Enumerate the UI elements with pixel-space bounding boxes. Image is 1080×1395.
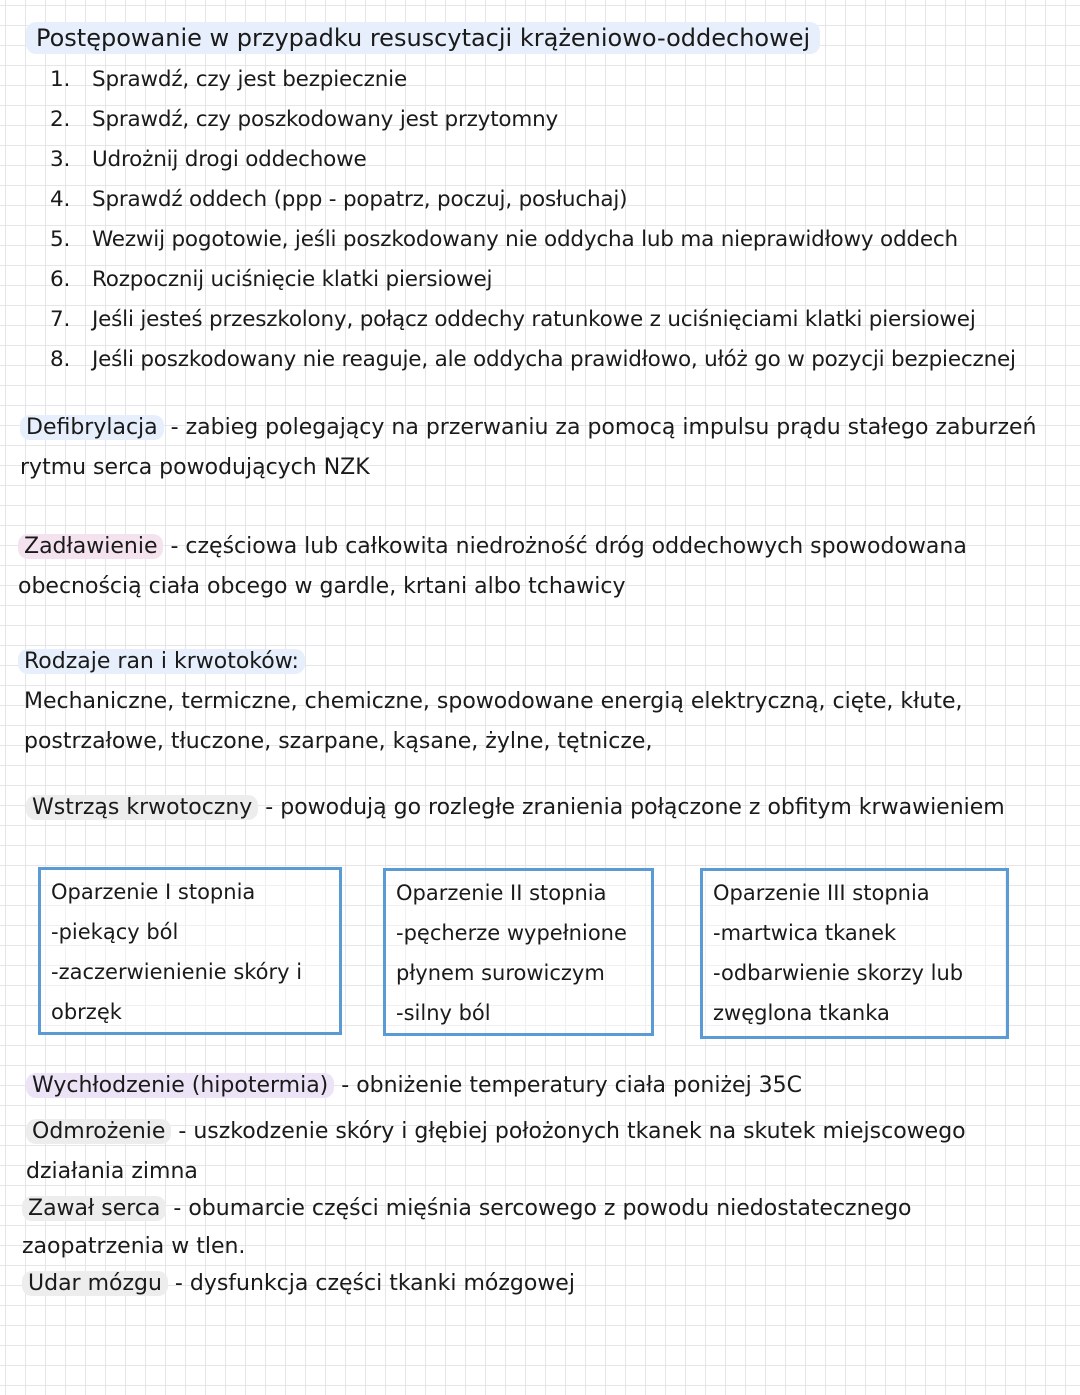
definition-text: - powodują go rozległe zranienia połączone z obfitym krwawieniem: [258, 795, 1005, 820]
burn-line: -martwica tkanek: [713, 921, 897, 945]
definition-rany: [18, 642, 1018, 762]
burn-box-3: [700, 868, 1009, 1039]
burn-line: zwęglona tkanka: [713, 1001, 890, 1025]
list-item: 5. Wezwij pogotowie, jeśli poszkodowany nie oddycha lub ma nieprawidłowy oddech: [50, 227, 958, 252]
term-zadlawienie: Zadławienie: [18, 534, 163, 559]
term-wstrzas: Wstrząs krwotoczny: [26, 795, 258, 820]
definition-text: - uszkodzenie skóry i głębiej położonych tkanek na skutek miejscowego działania zimna: [26, 1119, 966, 1184]
burn-line: -odbarwienie skorzy lub: [713, 961, 964, 985]
definition-wstrzas: [26, 788, 1071, 828]
list-item: 1. Sprawdź, czy jest bezpiecznie: [50, 67, 407, 92]
definition-text: - obniżenie temperatury ciała poniżej 35C: [334, 1073, 803, 1098]
burn-line: -piekący ból: [51, 920, 179, 944]
list-item: 2. Sprawdź, czy poszkodowany jest przytomny: [50, 107, 559, 132]
burn-line: płynem surowiczym: [396, 961, 605, 985]
definition-text: Mechaniczne, termiczne, chemiczne, spowodowane energią elektryczną, cięte, kłute, postrzałowe, tłuczone, szarpane, kąsane, żylne, tętnicze,: [24, 689, 963, 754]
burn-title: Oparzenie I stopnia: [51, 880, 256, 904]
burn-box-1: [38, 867, 342, 1035]
definition-text: - częściowa lub całkowita niedrożność dróg oddechowych spowodowana obecnością ciała obcego w gardle, krtani albo tchawicy: [18, 534, 967, 599]
term-zawal: Zawał serca: [22, 1196, 166, 1221]
burn-box-2: [383, 868, 654, 1036]
definition-defibrylacja: [20, 408, 1065, 488]
definition-text: - zabieg polegający na przerwaniu za pomocą impulsu prądu stałego zaburzeń rytmu serca powodujących NZK: [20, 415, 1037, 480]
list-item: 6. Rozpocznij uciśnięcie klatki piersiowej: [50, 267, 493, 292]
burn-line: -silny ból: [396, 1001, 491, 1025]
list-item: 8. Jeśli poszkodowany nie reaguje, ale oddycha prawidłowo, ułóż go w pozycji bezpiecznej: [50, 347, 1016, 372]
cpr-steps-list: [50, 60, 1016, 380]
term-defibrylacja: Defibrylacja: [20, 415, 164, 440]
burn-title: Oparzenie III stopnia: [713, 881, 930, 905]
definition-zadlawienie: [18, 527, 1008, 607]
term-odmrozenie: Odmrożenie: [26, 1119, 171, 1144]
definition-zawal: [22, 1190, 922, 1266]
page-title: Postępowanie w przypadku resuscytacji krążeniowo-oddechowej: [26, 22, 820, 54]
definition-text: - obumarcie części mięśnia sercowego z powodu niedostatecznego zaopatrzenia w tlen.: [22, 1196, 912, 1259]
definition-udar: [22, 1264, 1067, 1304]
burn-title: Oparzenie II stopnia: [396, 881, 607, 905]
list-item: 3. Udrożnij drogi oddechowe: [50, 147, 367, 172]
definition-odmrozenie: [26, 1112, 1016, 1192]
list-item: 4. Sprawdź oddech (ppp - popatrz, poczuj, posłuchaj): [50, 187, 628, 212]
term-wychlodzenie: Wychłodzenie (hipotermia): [26, 1073, 334, 1098]
burn-line: obrzęk: [51, 1000, 122, 1024]
term-rany: Rodzaje ran i krwotoków:: [18, 649, 305, 674]
term-udar: Udar mózgu: [22, 1271, 168, 1296]
definition-wychlodzenie: [26, 1066, 1071, 1106]
definition-text: - dysfunkcja części tkanki mózgowej: [167, 1271, 575, 1296]
list-item: 7. Jeśli jesteś przeszkolony, połącz oddechy ratunkowe z uciśnięciami klatki piersiowej: [50, 307, 976, 332]
burn-line: -zaczerwienienie skóry i: [51, 960, 303, 984]
burn-line: -pęcherze wypełnione: [396, 921, 627, 945]
